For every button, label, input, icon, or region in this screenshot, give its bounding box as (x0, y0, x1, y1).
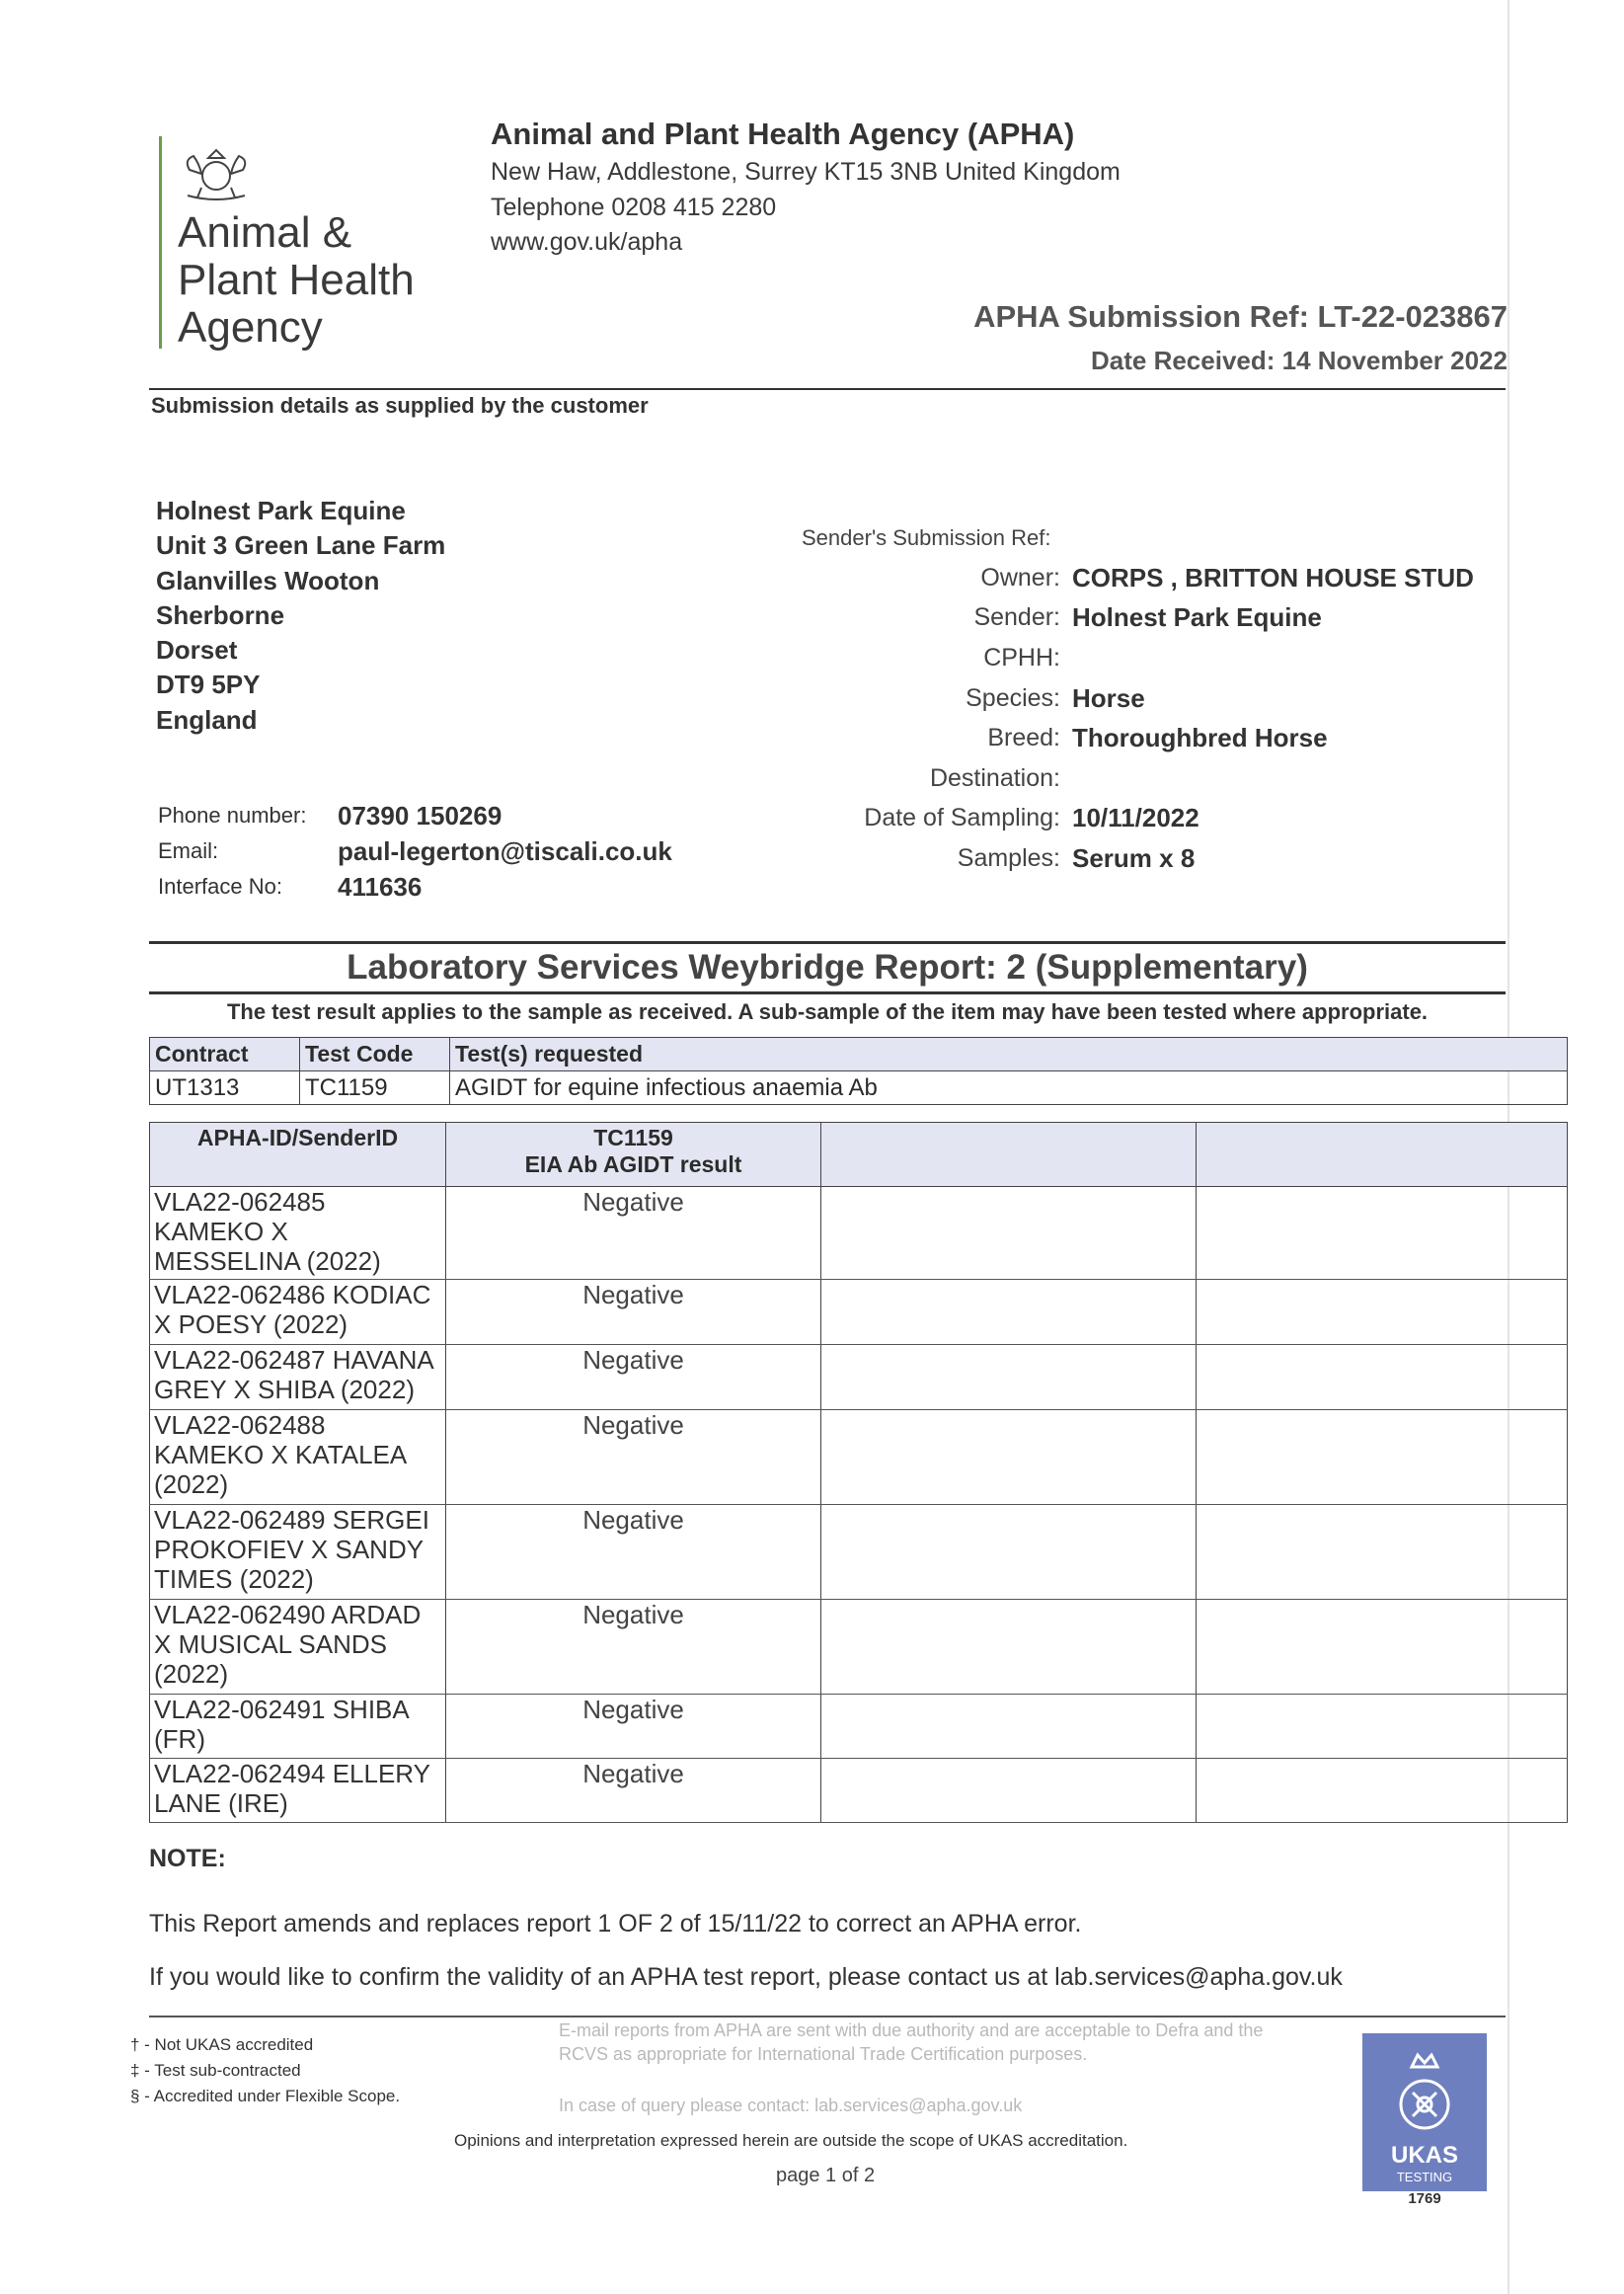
owner-value: CORPS , BRITTON HOUSE STUD (1072, 562, 1474, 593)
result: Negative (446, 1345, 821, 1410)
sample-id: VLA22-062491 SHIBA (FR) (150, 1695, 446, 1759)
email-report-note: E-mail reports from APHA are sent with due authority and are acceptable to Defra and the RCVS as appropriate for International Trade Certification purposes. (559, 2020, 1264, 2064)
date-received: Date Received: 14 November 2022 (1090, 346, 1508, 375)
destination-label: Destination: (929, 763, 1060, 792)
confirm-note: If you would like to confirm the validity of an APHA test report, please contact us at lab.services@apha.gov.uk (149, 1963, 1343, 1991)
header-divider (149, 388, 1506, 390)
result: Negative (446, 1759, 821, 1823)
agency-logo-text: Animal & Plant Health Agency (178, 208, 415, 352)
table-row (150, 1600, 1568, 1695)
sampling-date-value: 10/11/2022 (1072, 803, 1199, 833)
ukas-label: UKAS (1390, 2142, 1458, 2169)
page-number: page 1 of 2 (776, 2165, 876, 2186)
report-title: Laboratory Services Weybridge Report: 2 (Supplementary) (347, 948, 1308, 987)
applies-note: The test result applies to the sample as received. A sub-sample of the item may have been tested where appropriate. (226, 999, 1429, 1024)
test-code-value: TC1159 (300, 1071, 450, 1105)
result: Negative (446, 1410, 821, 1505)
address-line: England (156, 704, 258, 735)
sample-id: VLA22-062489 SERGEI PROKOFIEV X SANDY TIMES (2022) (150, 1505, 446, 1600)
sender-fields (770, 558, 1520, 879)
sample-id: VLA22-062485 KAMEKO X MESSELINA (2022) (150, 1187, 446, 1280)
species-value: Horse (1072, 682, 1145, 713)
result: Negative (446, 1187, 821, 1280)
agency-telephone: Telephone 0208 415 2280 (491, 194, 777, 221)
sample-id: VLA22-062494 ELLERY LANE (IRE) (150, 1759, 446, 1823)
interface-value: 411636 (338, 872, 423, 902)
tests-requested-value: AGIDT for equine infectious anaemia Ab (450, 1071, 1568, 1105)
contact-details (158, 798, 672, 905)
ukas-crown-icon (1388, 2041, 1461, 2136)
report-rule-top (149, 941, 1506, 944)
cphh-label: CPHH: (983, 643, 1060, 672)
contract-header: Contract (150, 1038, 300, 1071)
address-line: Unit 3 Green Lane Farm (156, 530, 446, 561)
address-line: Holnest Park Equine (156, 496, 406, 525)
result: Negative (446, 1505, 821, 1600)
sample-id: VLA22-062487 HAVANA GREY X SHIBA (2022) (150, 1345, 446, 1410)
table-row (150, 1695, 1568, 1759)
ukas-testing: TESTING (1396, 2170, 1453, 2184)
royal-crest-icon (176, 140, 257, 205)
phone-label: Phone number: (158, 803, 307, 828)
agency-name: Animal and Plant Health Agency (APHA) (491, 117, 1075, 151)
ukas-number: 1769 (1408, 2190, 1441, 2207)
contract-table (149, 1037, 1568, 1105)
result: Negative (446, 1600, 821, 1695)
table-row (150, 1410, 1568, 1505)
tests-requested-header: Test(s) requested (450, 1038, 1568, 1071)
query-contact-note: In case of query please contact: lab.services@apha.gov.uk (559, 2096, 1023, 2115)
sample-id: VLA22-062486 KODIAC X POESY (2022) (150, 1280, 446, 1345)
note-label: NOTE: (149, 1845, 226, 1872)
opinions-disclaimer: Opinions and interpretation expressed herein are outside the scope of UKAS accreditation. (454, 2131, 1128, 2150)
samples-value: Serum x 8 (1072, 842, 1196, 873)
submission-ref: APHA Submission Ref: LT-22-023867 (973, 299, 1508, 334)
breed-value: Thoroughbred Horse (1072, 723, 1328, 753)
address-line: Dorset (156, 635, 238, 666)
breed-label: Breed: (987, 724, 1060, 752)
sender-value: Holnest Park Equine (1072, 602, 1322, 633)
test-result-header: TC1159 EIA Ab AGIDT result (446, 1123, 821, 1187)
empty-header (1197, 1123, 1568, 1187)
empty-header (821, 1123, 1197, 1187)
sampling-date-label: Date of Sampling: (864, 804, 1060, 832)
address-line: DT9 5PY (156, 670, 261, 700)
legend-item: † - Not UKAS accredited (130, 2035, 314, 2054)
email-value[interactable]: paul-legerton@tiscali.co.uk (338, 836, 672, 866)
logo-bar (159, 136, 162, 349)
table-row (150, 1280, 1568, 1345)
footer-divider (149, 2016, 1506, 2017)
table-row (150, 1759, 1568, 1823)
agency-address: New Haw, Addlestone, Surrey KT15 3NB United Kingdom (491, 158, 1121, 186)
legend-item: ‡ - Test sub-contracted (130, 2061, 301, 2080)
address-line: Glanvilles Wooton (156, 565, 380, 595)
agency-website[interactable]: www.gov.uk/apha (491, 228, 683, 256)
sender-label: Sender: (973, 603, 1060, 632)
table-row (150, 1187, 1568, 1280)
id-header: APHA-ID/SenderID (150, 1123, 446, 1187)
interface-label: Interface No: (158, 874, 282, 899)
legend-item: § - Accredited under Flexible Scope. (130, 2087, 401, 2105)
table-row (150, 1345, 1568, 1410)
owner-label: Owner: (980, 563, 1060, 592)
email-label: Email: (158, 838, 219, 863)
result: Negative (446, 1280, 821, 1345)
customer-address (156, 494, 445, 738)
contract-value: UT1313 (150, 1071, 300, 1105)
report-rule-bottom (149, 991, 1506, 994)
sample-id: VLA22-062490 ARDAD X MUSICAL SANDS (2022) (150, 1600, 446, 1695)
samples-label: Samples: (957, 843, 1060, 872)
phone-value: 07390 150269 (338, 801, 503, 831)
amendment-note: This Report amends and replaces report 1 OF 2 of 15/11/22 to correct an APHA error. (149, 1910, 1082, 1938)
sender-ref-label: Sender's Submission Ref: (802, 525, 1051, 550)
ukas-badge (1362, 2033, 1487, 2191)
accreditation-legend (130, 2032, 400, 2109)
sample-id: VLA22-062488 KAMEKO X KATALEA (2022) (150, 1410, 446, 1505)
results-table (149, 1122, 1568, 1823)
submission-details-label: Submission details as supplied by the customer (151, 393, 649, 418)
address-line: Sherborne (156, 599, 285, 630)
species-label: Species: (966, 683, 1060, 712)
table-row (150, 1505, 1568, 1600)
result: Negative (446, 1695, 821, 1759)
test-code-header: Test Code (300, 1038, 450, 1071)
